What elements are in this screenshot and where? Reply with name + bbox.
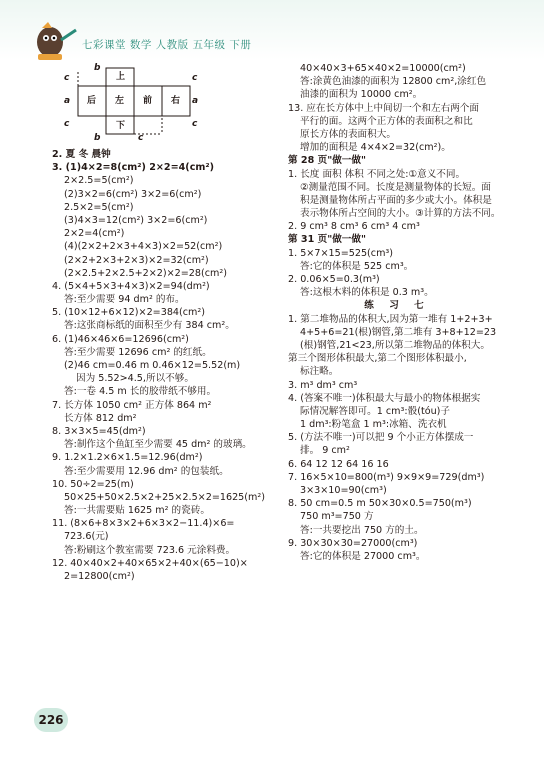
section-heading: 第 31 页"做一做" — [288, 234, 366, 246]
cuboid-net-diagram — [60, 62, 210, 144]
answer-line: 1. 长度 面积 体积 不同之处:①意义不同。 — [288, 168, 466, 180]
answer-line: 9. 30×30×30=27000(cm³) — [288, 537, 418, 549]
answer-line: ②测量范围不同。长度是测量物体的长短。面 — [300, 181, 491, 193]
answer-line: 表示物体所占空间的大小。③计算的方法不同。 — [300, 208, 501, 220]
answer-line: 3×3×10=90(cm³) — [300, 485, 387, 496]
face-front: 前 — [143, 96, 153, 106]
answer-line: 6. (1)46×46×6=12696(cm²) — [52, 333, 189, 345]
answer-line: 8. 50 cm=0.5 m 50×30×0.5=750(m³) — [288, 498, 472, 510]
answer-line: 增加的面积是 4×4×2=32(cm²)。 — [300, 142, 451, 154]
answer-line: 3. (1)4×2=8(cm²) 2×2=4(cm²) — [52, 162, 214, 174]
answer-line: 9. 1.2×1.2×6×1.5=12.96(dm²) — [52, 452, 203, 464]
answer-line: (2)3×2=6(cm²) 3×2=6(cm²) — [64, 188, 202, 200]
answer-line: 长方体 812 dm² — [64, 412, 137, 424]
answer-line: 7. 16×5×10=800(m³) 9×9×9=729(dm³) — [288, 471, 485, 483]
answer-line: 40×40×3+65×40×2=10000(cm²) — [300, 63, 466, 74]
answer-line: (根)钢管,21<23,所以第二堆物品的体积大。 — [300, 339, 490, 351]
section-heading: 第 28 页"做一做" — [288, 155, 366, 167]
answer-line: 2×2=4(cm²) — [64, 228, 125, 240]
answer-line: 答:制作这个鱼缸至少需要 45 dm² 的玻璃。 — [64, 439, 252, 451]
page-number: 226 — [34, 708, 68, 732]
answer-line: 答:至少需要 94 dm² 的布。 — [64, 294, 185, 306]
answer-line: (2×2.5+2×2.5+2×2)×2=28(cm²) — [64, 267, 227, 279]
answer-line: 10. 50÷2=25(m) — [52, 478, 134, 490]
answer-line: 50×25+50×2.5×2+25×2.5×2=1625(m²) — [64, 491, 265, 503]
answer-line: 2×2.5=5(cm²) — [64, 175, 134, 187]
answer-line: 2. 0.06×5=0.3(m³) — [288, 274, 380, 285]
answer-line: 6. 64 12 12 64 16 16 — [288, 458, 389, 470]
answer-line: 答:一共要挖出 750 方的土。 — [300, 524, 424, 536]
answer-line: 答:这张商标纸的面积至少有 384 cm²。 — [64, 320, 235, 332]
answer-line: 际情况解答即可。1 cm³:骰(tóu)子 — [300, 405, 450, 417]
mascot-icon — [28, 20, 80, 62]
answer-line: 7. 长方体 1050 cm² 正方体 864 m² — [52, 399, 212, 411]
answer-line: 2=12800(cm²) — [64, 571, 135, 582]
answer-line: 第三个图形体积最大,第二个图形体积最小, — [288, 353, 467, 365]
answer-line: 因为 5.52>4.5,所以不够。 — [76, 373, 194, 385]
answer-line: 1. 5×7×15=525(cm³) — [288, 247, 393, 259]
answer-line: 5. (10×12+6×12)×2=384(cm²) — [52, 307, 205, 319]
answer-line: 答:至少需要用 12.96 dm² 的包装纸。 — [64, 465, 229, 477]
answer-line: 2. 夏 冬 晨钟 — [52, 149, 111, 160]
answer-line: (3)4×3=12(cm²) 3×2=6(cm²) — [64, 214, 208, 226]
label-a: a — [64, 96, 71, 106]
answer-line: 3. m³ dm³ cm³ — [288, 379, 358, 391]
answer-line: 1. 第二堆物品的体积大,因为第一堆有 1+2+3+ — [288, 313, 493, 325]
answer-line: 723.6(元) — [64, 531, 109, 543]
answer-line: 5. (方法不唯一)可以把 9 个小正方体摆成一 — [288, 432, 474, 444]
label-c: c — [64, 119, 70, 129]
header-title: 七彩课堂 数学 人教版 五年级 下册 — [82, 39, 252, 51]
answer-line: (2×2+2×3+2×3)×2=32(cm²) — [64, 254, 209, 266]
answer-line: 4+5+6=21(根)钢管,第二堆有 3+8+12=23 — [300, 326, 497, 338]
face-top: 上 — [116, 72, 126, 82]
face-right: 右 — [171, 96, 181, 106]
label-c: c — [192, 73, 198, 83]
label-b: b — [94, 133, 101, 143]
answer-line: 原长方体的表面积大。 — [300, 128, 396, 140]
answer-line: 标注略。 — [300, 366, 339, 378]
answer-line: 2. 9 cm³ 8 cm³ 6 cm³ 4 cm³ — [288, 221, 420, 233]
answer-line: 积是测量物体所占平面的多少或大小。体积是 — [300, 194, 492, 206]
right-column — [288, 62, 506, 563]
answer-line: 答:粉刷这个教室需要 723.6 元涂料费。 — [64, 544, 236, 556]
answer-line: 13. 应在长方体中上中间切一个和左右两个面 — [288, 102, 479, 114]
answer-line: 1 dm³:粉笔盒 1 m³:冰箱、洗衣机 — [300, 419, 447, 431]
face-back: 后 — [87, 96, 97, 106]
face-left: 左 — [115, 96, 125, 106]
answer-line: 2.5×2=5(cm²) — [64, 201, 134, 213]
label-c: c — [138, 133, 144, 143]
label-c: c — [64, 73, 70, 83]
left-column — [52, 62, 274, 583]
answer-line: 答:至少需要 12696 cm² 的红纸。 — [64, 346, 212, 358]
answer-line: 答:它的体积是 27000 cm³。 — [300, 550, 426, 562]
answer-line: 11. (8×6+8×3×2+6×3×2−11.4)×6= — [52, 518, 235, 530]
answer-line: (2)46 cm=0.46 m 0.46×12=5.52(m) — [64, 360, 241, 371]
answer-line: (4)(2×2+2×3+4×3)×2=52(cm²) — [64, 241, 223, 253]
answer-line: 12. 40×40×2+40×65×2+40×(65−10)× — [52, 557, 248, 569]
answer-line: 答:这根木料的体积是 0.3 m³。 — [300, 287, 434, 299]
answer-line: 8. 3×3×5=45(dm²) — [52, 425, 146, 437]
label-a: a — [192, 96, 199, 106]
label-b: b — [94, 63, 101, 73]
answer-line: 答:一卷 4.5 m 长的胶带纸不够用。 — [64, 386, 217, 398]
label-c: c — [192, 119, 198, 129]
answer-line: 750 m³=750 方 — [300, 511, 374, 523]
face-bottom: 下 — [116, 121, 126, 131]
answer-line: 答:它的体积是 525 cm³。 — [300, 260, 414, 272]
answer-line: 油漆的面积为 10000 cm²。 — [300, 89, 423, 101]
answer-line: 答:一共需要贴 1625 m² 的瓷砖。 — [64, 505, 210, 517]
answer-line: 答:涂黄色油漆的面积为 12800 cm²,涂红色 — [300, 76, 487, 88]
answer-line: 4. (答案不唯一)体积最大与最小的物体根据实 — [288, 392, 481, 404]
answer-line: 4. (5×4+5×3+4×3)×2=94(dm²) — [52, 280, 210, 292]
answer-line: 排。 9 cm² — [300, 445, 350, 457]
answer-line: 平行的面。这两个正方体的表面积之和比 — [300, 115, 473, 127]
exercise-heading: 练 习 七 — [364, 300, 430, 312]
